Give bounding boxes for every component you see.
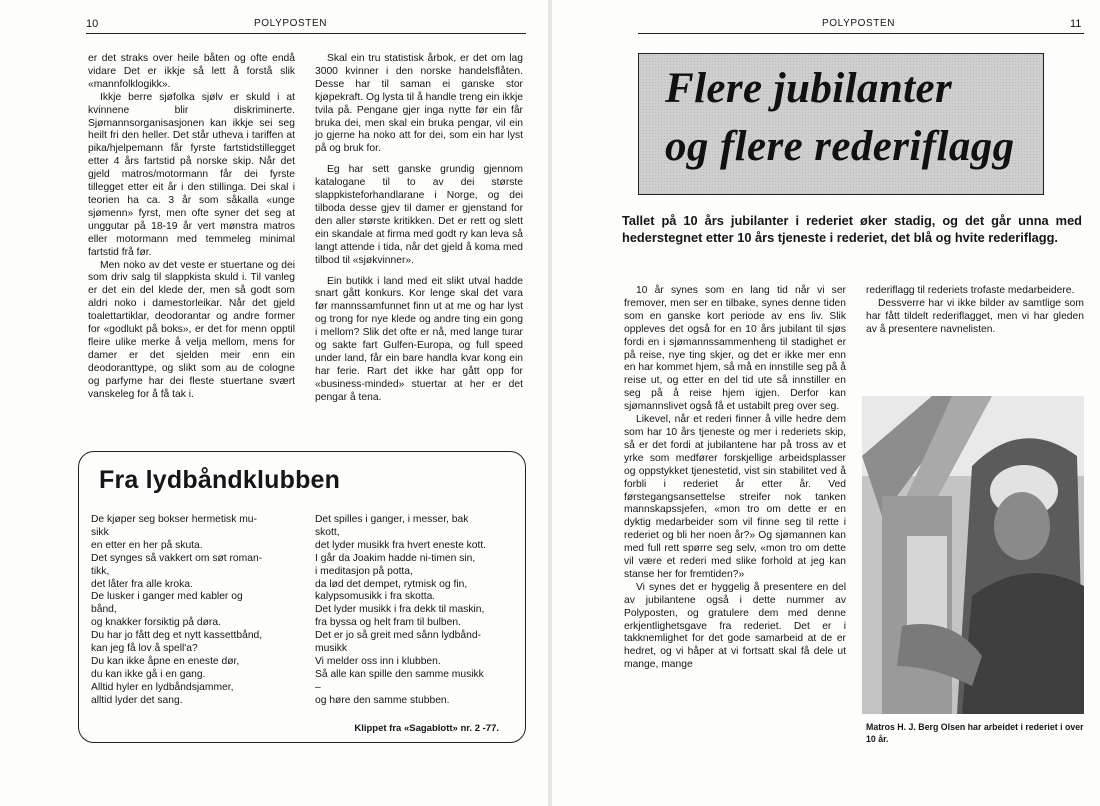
article-column-1 xyxy=(88,53,295,401)
poem-line: I går da Joakim hadde ni-timen sin, xyxy=(315,552,476,564)
paragraph: Vi synes det er hyggelig å presentere en del av jubilantene også i dette nummer av Polyposten, og gratulere dem med denne erkjentlighetsgave fra rederiet. Det er i takknemlighet for det gode samarbeid at de er hedret, og vi håper at vi fortsatt skal få dele ut mange, mange xyxy=(624,581,846,671)
poem-line: det låter fra alle kroka. xyxy=(91,578,193,590)
paragraph: Eg har sett ganske grundig gjennom katalogane til to av dei største slappkisteforhandlarane i Norge, og dei tilboda desse gjev til damer er gjenstand for den aller største kritikken. Det er rett og slett ein skandale at firma med godt ry kan leva så langt attende i tida, når det gjeld å koma med tilbod til «sjøkvinner». xyxy=(315,164,523,266)
poem-line: Så alle kan spille den samme musikk xyxy=(315,668,484,680)
poem-line: Alltid hyler en lydbåndsjammer, xyxy=(91,681,234,693)
poem-line: De lusker i ganger med kabler og xyxy=(91,591,243,603)
poem-line: Det spilles i ganger, i messer, bak xyxy=(315,514,469,525)
page-number: 11 xyxy=(1070,18,1082,30)
poem-line: da lød det dempet, rytmisk og fin, xyxy=(315,578,468,590)
poem-column-2 xyxy=(315,514,515,708)
paragraph: er det straks over heile båten og ofte endå vidare Det er ikkje så lett å forstå slik «mannfolklogikk». xyxy=(88,53,295,90)
poem-line: kan jeg få lov å spell'a? xyxy=(91,643,198,655)
sidebar-title: Fra lydbåndklubben xyxy=(99,466,341,494)
poem-line: Vi melder oss inn i klubben. xyxy=(315,655,441,667)
poem-line: og knakker forsiktig på døra. xyxy=(91,617,221,629)
running-head: POLYPOSTEN xyxy=(822,18,896,29)
headline-line-1: Flere jubilanter xyxy=(665,65,953,112)
poem-line: Du kan ikke åpne en eneste dør, xyxy=(91,655,240,667)
paragraph: Likevel, når et rederi finner å ville hedre dem som har 10 års tjeneste og mer i rederiets skip, så er det fordi at jubilantene har på tross av et yrke som medfører forskjellige arbeidsplasser og oppstykket tjenestetid, vist sin stabilitet ved å forbli i rederiet år etter år. Ved førstegangsansettelse streifer nok tanken mannskapssjefen, «mon tro om dette er en dyktig medarbeider som vil finne seg til rette i rederiet og bli her noen år?» Og sjømannen kan med full rett spørre seg selv, «mon tro om dette vil være et rederi med slike forhold at jeg kan stanse her for fremtiden?» xyxy=(624,414,846,580)
lead-paragraph: Tallet på 10 års jubilanter i rederiet øker stadig, og det går unna med hederstegnet etter 10 års tjeneste i rederiet, det blå og hvite rederiflagg. xyxy=(622,213,1082,245)
article-column-1 xyxy=(624,285,846,672)
poem-line: bånd, xyxy=(91,604,117,616)
photo-caption: Matros H. J. Berg Olsen har arbeidet i rederiet i over 10 år. xyxy=(866,722,1084,744)
paragraph: 10 år synes som en lang tid når vi ser fremover, men ser en tilbake, synes denne tiden som en ganske kort periode av ens liv. Slik oppleves det også for en 10 års jubilant til sjøs fordi en i sjømannssammenheng til stadighet er på reise, nye ting skjer, og det er ikke mer enn en har kommet hjem, så må en innstille seg på å reise ut, og etter en del tid ute så innstiller en seg på å reise hjem igjen. Derfor kan sjømannslivet også få et ustabilt preg over seg. xyxy=(624,285,846,413)
left-page xyxy=(0,0,548,806)
article-column-2 xyxy=(315,53,523,405)
sailor-photo xyxy=(862,396,1084,714)
poem-line: tikk, xyxy=(91,565,110,577)
header-rule xyxy=(86,33,526,34)
poem-line: skott, xyxy=(315,526,340,538)
paragraph: Ein butikk i land med eit slikt utval hadde snart gått konkurs. Kor lenge skal det vara før mannssamfunnet finn ut at me og har lyst og trong for nye klede og andre ting ein gong i mellom? Slik det ofte er nå, med lange turar og sakte fart Gulfen-Europa, og full speed under land, får ein bare handla kvar kong ein har ferie. Rart det ikke har gått opp for «business-minded» stuertar at her er det pengar å tena. xyxy=(315,275,523,403)
article-column-2 xyxy=(866,285,1084,337)
sailor-photo-illustration xyxy=(862,396,1084,714)
poem-line: og høre den samme stubben. xyxy=(315,694,450,706)
poem-line: musikk xyxy=(315,643,348,655)
poem-line: Du har jo fått deg et nytt kassettbånd, xyxy=(91,630,263,642)
headline-box xyxy=(638,53,1044,195)
poem-column-1 xyxy=(91,514,291,708)
poem-line: det lyder musikk fra hvert eneste kott. xyxy=(315,539,487,551)
sidebar-credit: Klippet fra «Sagablott» nr. 2 -77. xyxy=(354,723,499,734)
paragraph: Dessverre har vi ikke bilder av samtlige som har fått tildelt rederiflagget, men vi har gleden av å presentere navnelisten. xyxy=(866,297,1084,335)
poem-line: – xyxy=(315,681,321,693)
sidebar-box xyxy=(78,451,526,743)
paragraph: Men noko av det veste er stuertane og dei som driv salg til slappkista skuld i. Til vanleg er det ein del klede der, men så godt som aldri noko i damestorleikar. Når det gjeld toalettartiklar, deodorantar og andre former for «godlukt på boks», er det for menn opptil fleire ulike merke å velja mellom, mens for damer er det sjelden meir enn ein deodoranttype, og slikt som au de cologne og parfyme har dei fleste stuertane svært vanskeleg for å få tak i. xyxy=(88,259,295,400)
page-number: 10 xyxy=(86,18,99,30)
headline-line-2: og flere rederiflagg xyxy=(665,123,1015,170)
poem-line: du kan ikke gå i en gang. xyxy=(91,668,206,680)
poem-line: Det synges så vakkert om søt roman- xyxy=(91,552,263,564)
poem-line: De kjøper seg bokser hermetisk mu- xyxy=(91,514,257,525)
poem-line: alltid lyder det sang. xyxy=(91,694,183,706)
poem-line: kalypsomusikk i fra skotta. xyxy=(315,591,436,603)
paragraph: rederiflagg til rederiets trofaste medarbeidere. xyxy=(866,285,1075,296)
poem-line: i meditasjon på potta, xyxy=(315,565,413,577)
paragraph: Skal ein tru statistisk årbok, er det om lag 3000 kvinner i den norske handelsflåten. Desse har til saman ei ganske stor kjøpekraft. Og lysta til å handle treng ein ikkje tvila på. Pengane gjer inga nytte før ein får bruka dei, men skal ein bruka pengar, vil ein jo gjerne ha noko att for dei, som ein har lyst på og bruk for. xyxy=(315,53,523,155)
poem-line: en etter en her på skuta. xyxy=(91,539,203,551)
poem-line: Det lyder musikk i fra dekk til maskin, xyxy=(315,604,485,616)
poem-line: sikk xyxy=(91,526,109,538)
running-head: POLYPOSTEN xyxy=(254,18,328,29)
header-rule xyxy=(638,33,1084,34)
poem-line: Det er jo så greit med sånn lydbånd- xyxy=(315,630,481,642)
right-page xyxy=(552,0,1100,806)
paragraph: Ikkje berre sjøfolka sjølv er skuld i at kvinnene blir diskriminerte. Sjømannsorganisasjonen kan ikkje sei seg heilt fri den heller. Det står utheva i tariffen at pika/hjelpemann får fyrste fartstidstillegget etter 4 års fartstid på norske skip. Når det gjeld matros/motormann får dei fyrste tillegget etter eit år i den stillinga. Dei skal i teorien ha ca. 3 år som såkalla «unge sjømenn» fyrst, men ofte syner det seg at unggutar på 18-19 år vert mønstra matros eller motormann med temmeleg minimal fartstid frå før. xyxy=(88,91,295,258)
poem-line: fra byssa og helt fram til bulben. xyxy=(315,617,461,629)
